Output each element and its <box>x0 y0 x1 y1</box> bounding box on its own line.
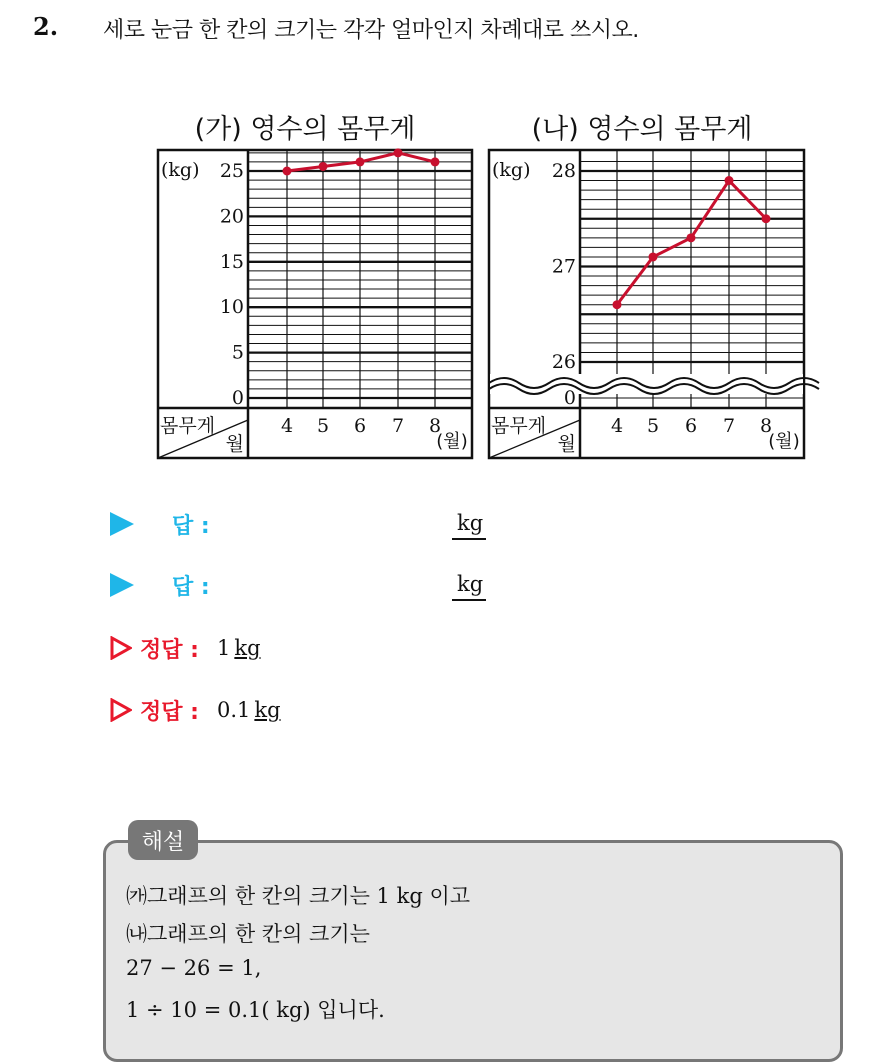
x-tick-label: 6 <box>684 415 698 437</box>
y-tick-label: 10 <box>219 296 244 319</box>
x-tick-label: 4 <box>610 415 624 437</box>
chart-title: (나) 영수의 몸무게 <box>531 114 753 145</box>
correct-label: 정답 : <box>140 637 199 663</box>
answer-row-1 <box>110 507 210 541</box>
play-icon <box>110 512 134 536</box>
y-tick-label: 5 <box>231 341 244 364</box>
chart-frame <box>489 150 804 458</box>
y-tick-label: 28 <box>551 160 576 182</box>
corner-label-top: 몸무게 <box>160 415 216 437</box>
correct-label: 정답 : <box>140 699 199 725</box>
x-axis-label: (월) <box>768 431 800 452</box>
chart-title: (가) 영수의 몸무게 <box>194 114 416 145</box>
answer-label: 답 : <box>172 513 210 539</box>
y-tick-label: 25 <box>219 160 244 182</box>
axis-break-gap <box>490 374 803 394</box>
y-tick-label: 26 <box>551 351 576 373</box>
chart-frame <box>158 150 472 458</box>
x-axis-label: (월) <box>436 431 468 452</box>
play-icon <box>110 573 134 597</box>
data-point <box>319 162 328 171</box>
x-tick-label: 5 <box>646 415 660 437</box>
data-point <box>725 176 734 185</box>
x-tick-label: 5 <box>316 415 330 437</box>
data-point <box>687 233 696 242</box>
data-point <box>762 214 771 223</box>
data-point <box>613 300 622 309</box>
x-tick-label: 8 <box>428 415 442 437</box>
correct-row-2 <box>110 693 281 727</box>
y-tick-label: 0 <box>563 387 576 409</box>
corner-label-bottom: 월 <box>557 433 576 455</box>
y-tick-label: 15 <box>219 250 244 273</box>
correct-value: 1 <box>216 636 231 660</box>
correct-unit: kg <box>254 698 281 722</box>
corner-label-top: 몸무게 <box>491 415 547 437</box>
corner-label-bottom: 월 <box>225 433 244 455</box>
data-point <box>394 148 403 157</box>
answer-underline[interactable] <box>452 599 486 601</box>
x-tick-label: 7 <box>391 415 405 437</box>
y-tick-label: 0 <box>231 387 244 409</box>
explanation-line: ㈏그래프의 한 칸의 크기는 <box>126 922 370 946</box>
correct-row-1 <box>110 631 261 665</box>
y-axis-label: (kg) <box>492 159 531 181</box>
question-text: 세로 눈금 한 칸의 크기는 각각 얼마인지 차례대로 쓰시오. <box>103 18 639 43</box>
play-outline-icon <box>110 636 132 660</box>
y-tick-label: 27 <box>551 255 576 278</box>
explanation-line: 27 − 26 = 1, <box>126 956 262 980</box>
explanation-line: ㈎그래프의 한 칸의 크기는 1 kg 이고 <box>126 884 471 908</box>
correct-unit: kg <box>234 636 261 660</box>
answer-underline[interactable] <box>452 538 486 540</box>
play-outline-icon <box>110 698 132 722</box>
x-tick-label: 4 <box>280 415 294 437</box>
data-point <box>649 252 658 261</box>
x-tick-label: 7 <box>722 415 736 437</box>
answer-unit: kg <box>457 572 484 596</box>
correct-value: 0.1 <box>216 698 251 722</box>
data-point <box>356 157 365 166</box>
charts <box>0 0 884 480</box>
explanation-line: 1 ÷ 10 = 0.1( kg) 입니다. <box>126 998 385 1022</box>
answer-label: 답 : <box>172 574 210 600</box>
explanation-box <box>103 840 843 1062</box>
data-point <box>283 167 292 176</box>
x-tick-label: 6 <box>353 415 367 437</box>
data-point <box>431 157 440 166</box>
y-axis-label: (kg) <box>161 159 200 181</box>
answer-unit: kg <box>457 511 484 535</box>
answer-row-2 <box>110 568 210 602</box>
explanation-tab: 해설 <box>128 820 198 860</box>
x-tick-label: 8 <box>759 415 773 437</box>
y-tick-label: 20 <box>219 205 244 228</box>
question-number: 2. <box>33 12 59 41</box>
